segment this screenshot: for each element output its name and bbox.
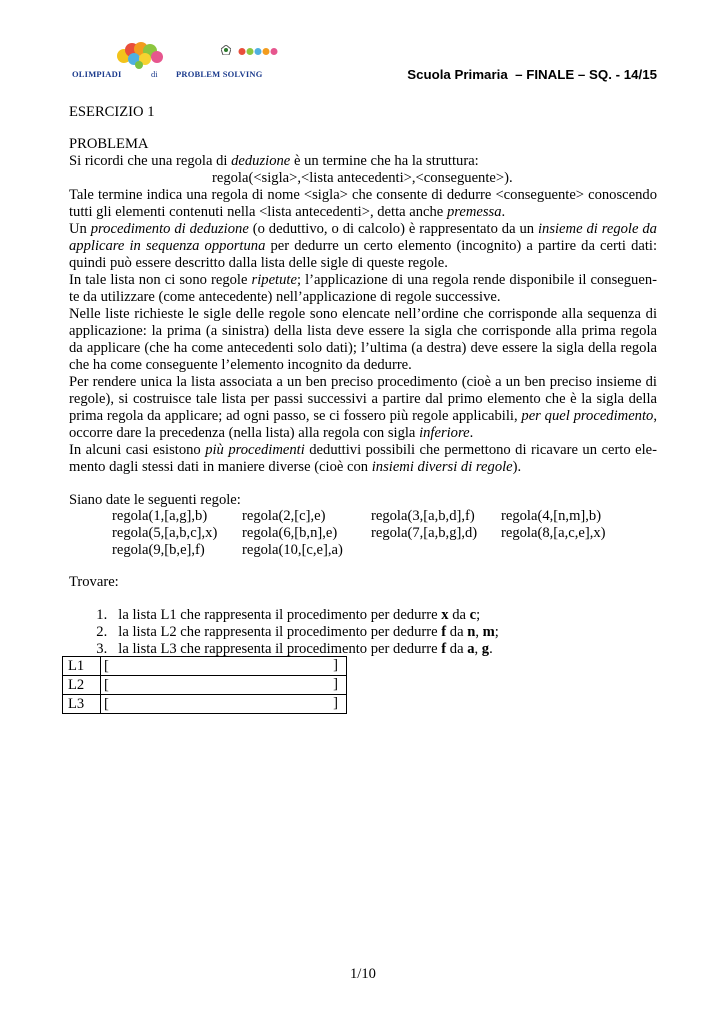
task-text: la lista L2 che rappresenta il procedimento per dedurre	[118, 624, 442, 640]
text-span: (o deduttivo, o di calcolo) è rappresentato da un	[248, 221, 538, 237]
brain-logo-icon	[110, 40, 180, 70]
emphasis: inferiore	[419, 425, 470, 441]
structure-formula: regola(<sigla>,<lista antecedenti>,<conseguente>).	[212, 170, 513, 186]
task-target: f	[441, 624, 447, 640]
rule-item: regola(7,[a,b,g],d)	[371, 525, 478, 541]
emphasis: insiemi diversi di regole	[371, 459, 513, 475]
task-text: la lista L3 che rappresenta il procedimento per dedurre	[118, 641, 442, 657]
text-span: mento dagli stessi dati in maniere diverse (cioè con	[69, 459, 372, 475]
text-span: per dedurre un certo elemento (incognito) a partire da certi dati:	[265, 238, 658, 254]
paragraph-line: quindi può essere descritto dalla lista delle sigle di queste regole.	[69, 255, 448, 271]
text-span: Si ricordi che una regola di	[69, 153, 232, 169]
emphasis: applicare in sequenza opportuna	[69, 238, 266, 254]
paragraph-line: Tale termine indica una regola di nome <sigla> che consente di dedurre <conseguente> conoscendo	[69, 187, 657, 203]
partner-logo-icon	[238, 43, 278, 52]
task-given: c	[469, 607, 477, 623]
paragraph-line	[69, 153, 657, 170]
answer-field-l1[interactable]	[101, 657, 347, 676]
task-text: ,	[474, 641, 482, 657]
emphasis: per quel procedimento	[521, 408, 654, 424]
task-number: 1.	[96, 607, 108, 623]
task-target: f	[441, 641, 447, 657]
emphasis: deduzione	[231, 153, 291, 169]
answer-row	[63, 657, 347, 676]
task-given: g	[481, 641, 490, 657]
rule-item: regola(1,[a,g],b)	[112, 508, 208, 524]
paragraph-line: regole), si costruisce tale lista per passi successivi a partire dal primo elemento che è la sigla della	[69, 391, 657, 407]
answer-table	[62, 656, 347, 714]
rule-item: regola(8,[a,c,e],x)	[501, 525, 606, 541]
task-given: m	[482, 624, 495, 640]
rule-item: regola(2,[c],e)	[242, 508, 326, 524]
text-span: deduttivi possibili che permettono di ricavare un certo ele-	[304, 442, 657, 458]
text-span: ,	[653, 408, 657, 424]
text-span: .	[501, 204, 506, 220]
paragraph-line	[69, 408, 657, 425]
ministry-emblem-icon	[221, 42, 231, 52]
paragraph-line: Per rendere unica la lista associata a un ben preciso procedimento (cioè a un ben preciso insieme di	[69, 374, 657, 390]
emphasis: più procedimenti	[205, 442, 305, 458]
bracket-open: [	[104, 676, 109, 693]
text-span: occorre dare la precedenza (nella lista) alla regola con sigla	[69, 425, 420, 441]
task-given: n	[467, 624, 476, 640]
rule-item: regola(9,[b,e],f)	[112, 542, 205, 558]
logo-text-olimpiadi: OLIMPIADI	[72, 69, 122, 79]
task-text: ;	[476, 607, 481, 623]
text-span: Un	[69, 221, 91, 237]
paragraph-line: applicazione: la prima (a sinistra) della lista deve essere la sigla che corrisponde alla prima regola	[69, 323, 657, 339]
paragraph-line	[69, 459, 657, 476]
bracket-open: [	[104, 695, 109, 712]
emphasis: premessa	[446, 204, 502, 220]
text-span: In tale lista non ci sono regole	[69, 272, 252, 288]
answer-field-l2[interactable]	[101, 676, 347, 695]
task-text: la lista L1 che rappresenta il procedimento per dedurre	[118, 607, 442, 623]
paragraph-line	[69, 425, 657, 442]
paragraph-line	[69, 238, 657, 255]
text-span: prima regola da applicare; ad ogni passo, se ci fossero più regole applicabili,	[69, 408, 522, 424]
emphasis: procedimento di deduzione	[90, 221, 249, 237]
emphasis: insieme di regole da	[537, 221, 657, 237]
header-title: Scuola Primaria – FINALE – SQ. - 14/15	[407, 67, 657, 82]
task-item	[89, 624, 493, 658]
answer-field-l3[interactable]	[101, 695, 347, 714]
task-number: 2.	[96, 624, 108, 640]
bracket-close: ]	[333, 695, 338, 711]
emphasis: ripetute	[251, 272, 297, 288]
paragraph-line: te da utilizzare (come antecedente) nell’applicazione di regole successive.	[69, 289, 501, 305]
task-target: x	[441, 607, 449, 623]
task-text: da	[446, 624, 468, 640]
text-span: ).	[512, 459, 522, 475]
problem-heading: PROBLEMA	[69, 136, 149, 152]
task-number: 3.	[96, 641, 108, 657]
paragraph-line	[69, 221, 657, 238]
logo-text-problem-solving: PROBLEM SOLVING	[176, 69, 263, 79]
paragraph-line: che ha come conseguente l’elemento incognito da dedurre.	[69, 357, 412, 373]
task-text: da	[446, 641, 468, 657]
bracket-close: ]	[333, 657, 338, 673]
rules-intro: Siano date le seguenti regole:	[69, 492, 241, 508]
task-text: ,	[475, 624, 483, 640]
rule-item: regola(10,[c,e],a)	[242, 542, 343, 558]
answer-row	[63, 676, 347, 695]
paragraph-line	[69, 442, 657, 459]
task-text: da	[448, 607, 470, 623]
rule-item: regola(5,[a,b,c],x)	[112, 525, 218, 541]
answer-label: L3	[63, 695, 101, 714]
logo-text-di: di	[151, 69, 158, 79]
task-given: a	[467, 641, 475, 657]
page-number: 1/10	[350, 966, 376, 982]
paragraph-line: da applicare (che ha come antecedenti solo dati); l’ultima (a destra) deve essere la sigla della regola	[69, 340, 657, 356]
rule-item: regola(3,[a,b,d],f)	[371, 508, 475, 524]
text-span: In alcuni casi esistono	[69, 442, 206, 458]
rule-item: regola(6,[b,n],e)	[242, 525, 338, 541]
answer-row	[63, 695, 347, 714]
text-span: .	[469, 425, 474, 441]
text-span: tutti gli elementi contenuti nella <lista antecedenti>, detta anche	[69, 204, 447, 220]
paragraph-line	[69, 272, 657, 289]
text-span: è un termine che ha la struttura:	[290, 153, 479, 169]
paragraph-line	[69, 204, 657, 221]
bracket-close: ]	[333, 676, 338, 692]
paragraph-line: Nelle liste richieste le sigle delle regole sono elencate nell’ordine che corrisponde alla sequenza di	[69, 306, 657, 322]
text-span: ; l’applicazione di una regola rende disponibile il conseguen-	[296, 272, 657, 288]
rule-item: regola(4,[n,m],b)	[501, 508, 602, 524]
bracket-open: [	[104, 657, 109, 674]
task-text: .	[489, 641, 493, 657]
exercise-heading: ESERCIZIO 1	[69, 104, 155, 120]
answer-label: L2	[63, 676, 101, 695]
find-heading: Trovare:	[69, 574, 119, 590]
task-text: ;	[494, 624, 499, 640]
answer-label: L1	[63, 657, 101, 676]
